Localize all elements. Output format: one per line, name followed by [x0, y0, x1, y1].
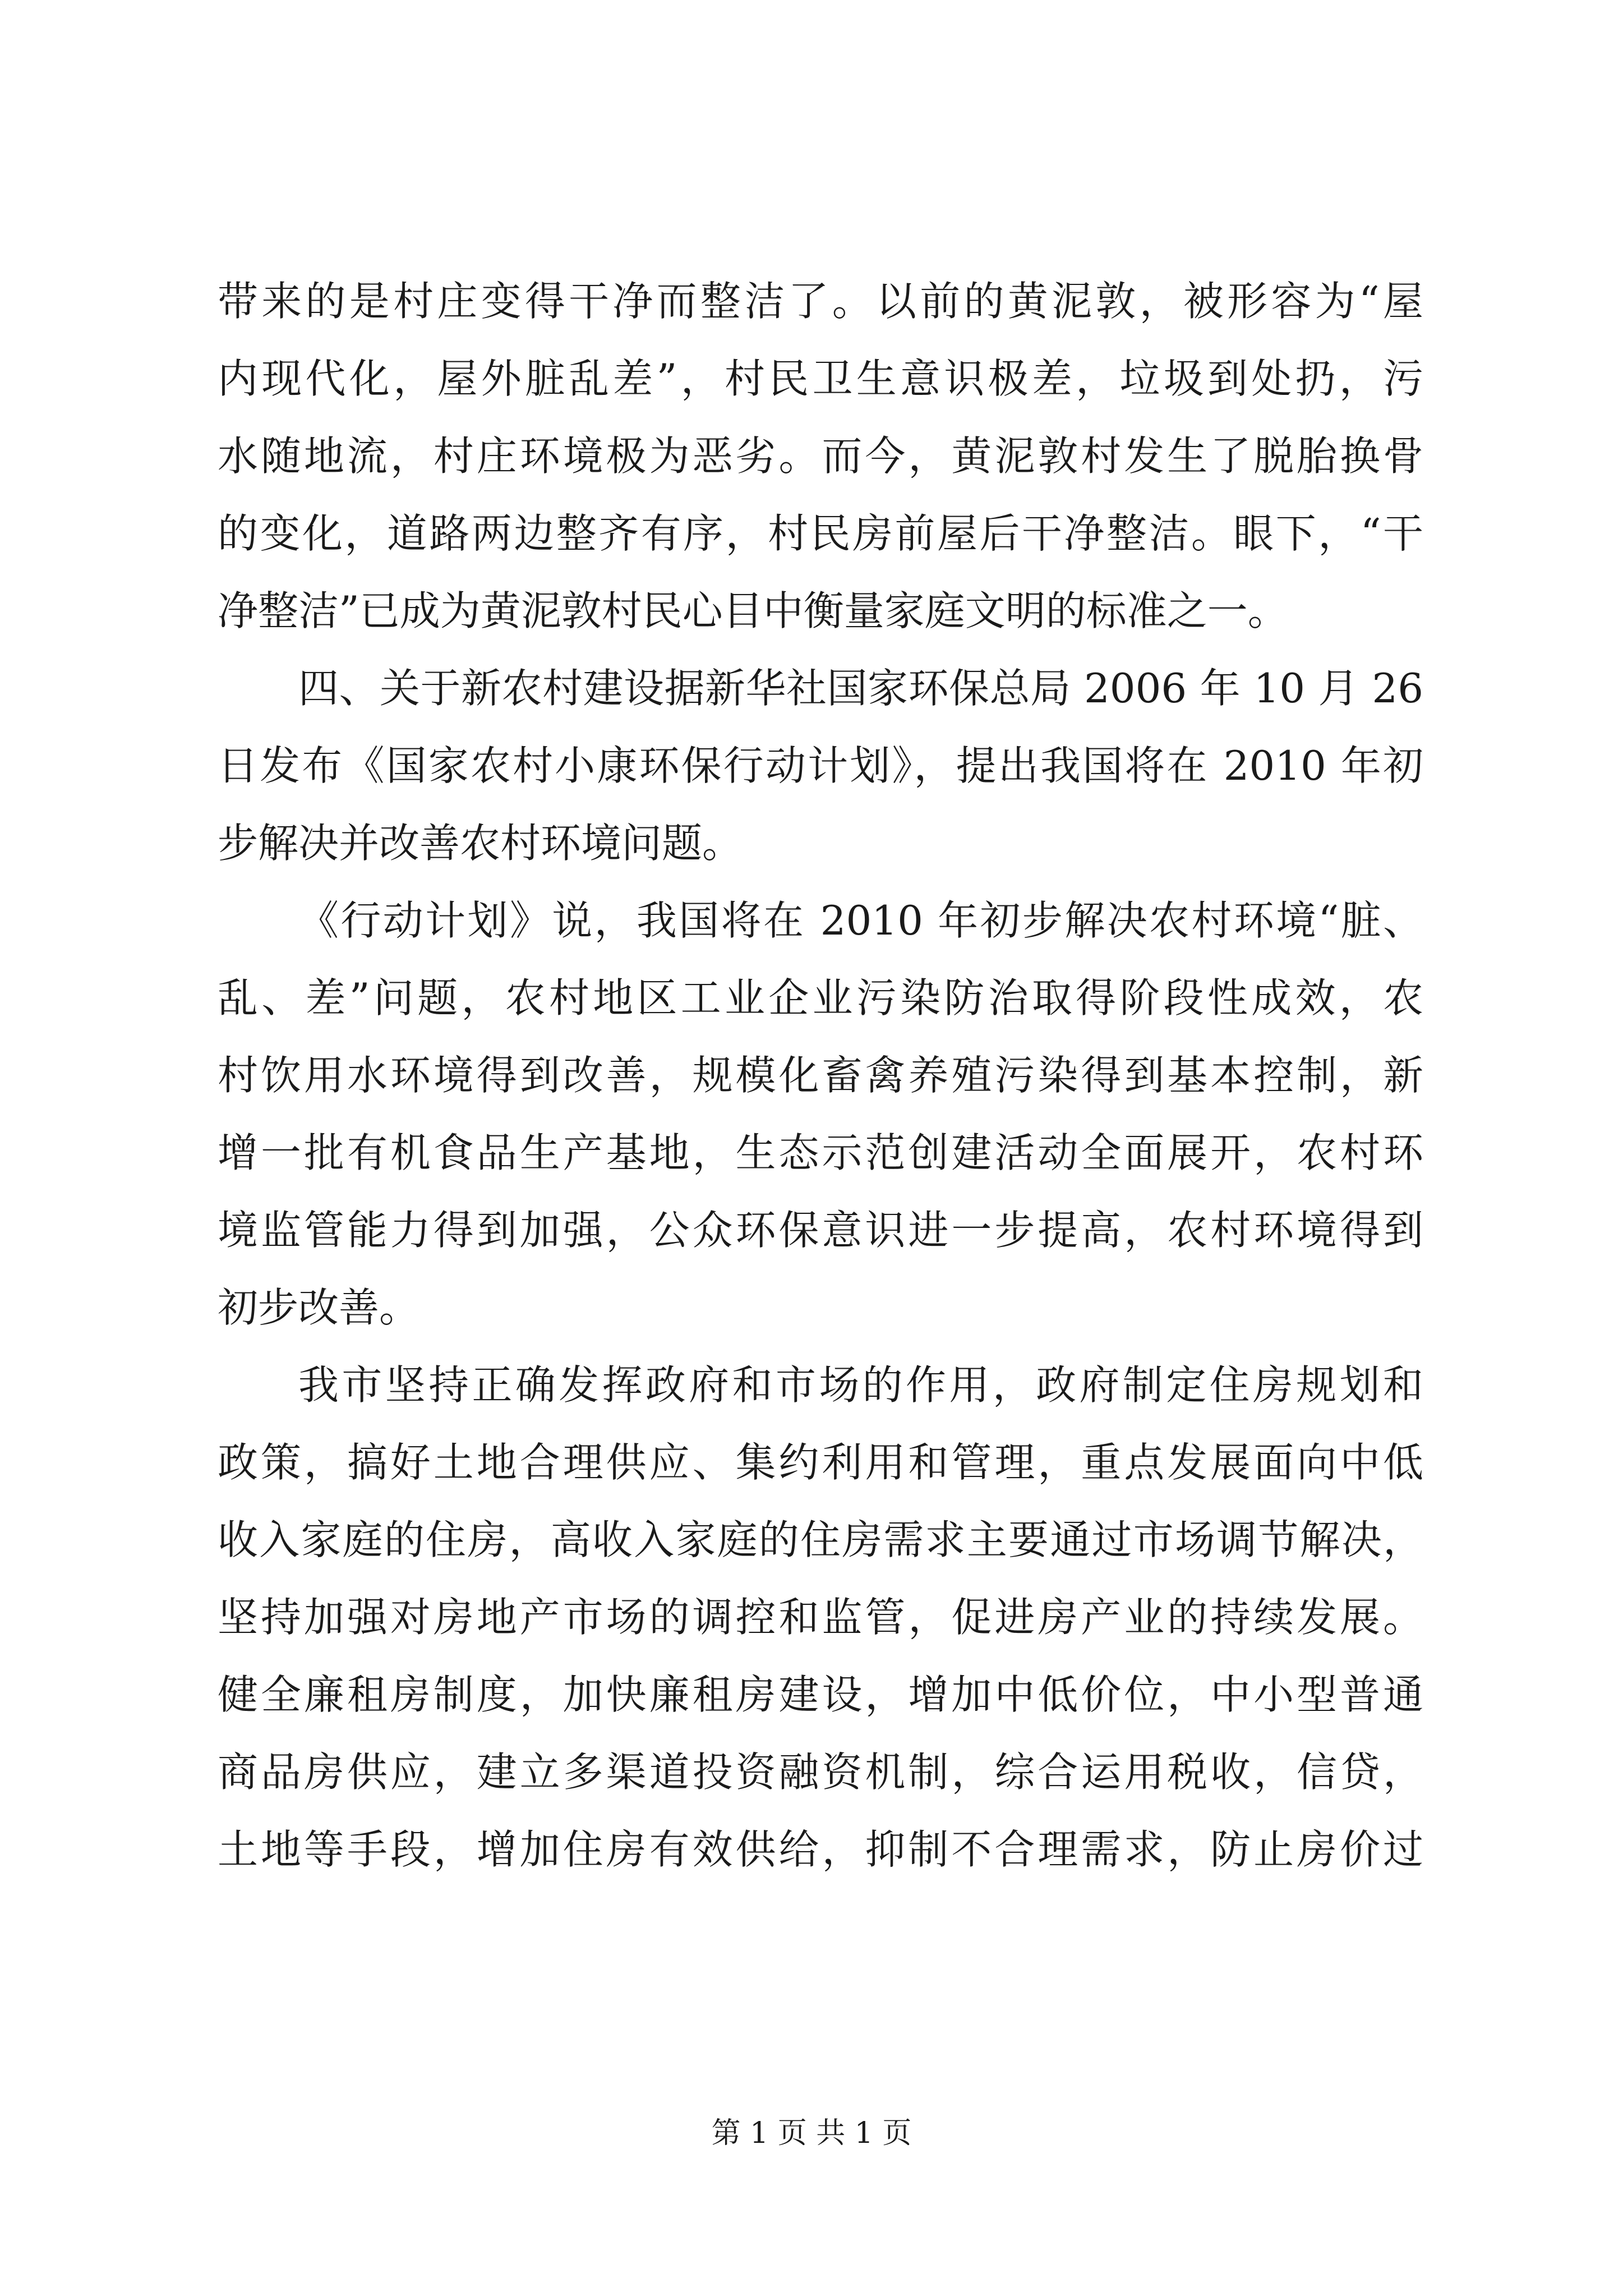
text-line: 水随地流，村庄环境极为恶劣。而今，黄泥敦村发生了脱胎换骨 — [218, 432, 1423, 480]
document-body — [218, 263, 1423, 1888]
text-line: 健全廉租房制度，加快廉租房建设，增加中低价位，中小型普通 — [218, 1671, 1423, 1718]
text-line: 我市坚持正确发挥政府和市场的作用，政府制定住房规划和 — [298, 1361, 1423, 1409]
text-line: 政策，搞好土地合理供应、集约利用和管理，重点发展面向中低 — [218, 1439, 1423, 1486]
text-line: 带来的是村庄变得干净而整洁了。以前的黄泥敦，被形容为“屋 — [218, 278, 1423, 325]
text-line: 土地等手段，增加住房有效供给，抑制不合理需求，防止房价过 — [218, 1826, 1423, 1873]
text-line: 步解决并改善农村环境问题。 — [218, 820, 743, 867]
text-line: 日发布《国家农村小康环保行动计划》，提出我国将在 2010 年初 — [218, 742, 1423, 789]
text-line: 收入家庭的住房，高收入家庭的住房需求主要通过市场调节解决， — [218, 1516, 1423, 1563]
text-line: 村饮用水环境得到改善，规模化畜禽养殖污染得到基本控制，新 — [218, 1052, 1423, 1099]
text-line: 内现代化，屋外脏乱差”，村民卫生意识极差，垃圾到处扔，污 — [218, 355, 1423, 402]
text-line: 坚持加强对房地产市场的调控和监管，促进房产业的持续发展。 — [218, 1594, 1423, 1641]
text-line: 《行动计划》说，我国将在 2010 年初步解决农村环境“脏、 — [298, 897, 1423, 944]
text-line: 商品房供应，建立多渠道投资融资机制，综合运用税收，信贷， — [218, 1749, 1423, 1796]
text-line: 的变化，道路两边整齐有序，村民房前屋后干净整洁。眼下，“干 — [218, 510, 1423, 557]
page-footer: 第 1 页 共 1 页 — [711, 2116, 912, 2150]
text-line: 增一批有机食品生产基地，生态示范创建活动全面展开，农村环 — [218, 1129, 1423, 1176]
text-line: 境监管能力得到加强，公众环保意识进一步提高，农村环境得到 — [218, 1207, 1423, 1254]
text-line: 初步改善。 — [218, 1284, 420, 1331]
text-line: 四、关于新农村建设据新华社国家环保总局 2006 年 10 月 26 — [298, 665, 1423, 712]
text-line: 净整洁”已成为黄泥敦村民心目中衡量家庭文明的标准之一。 — [218, 587, 1288, 634]
text-line: 乱、差”问题，农村地区工业企业污染防治取得阶段性成效，农 — [218, 974, 1423, 1022]
